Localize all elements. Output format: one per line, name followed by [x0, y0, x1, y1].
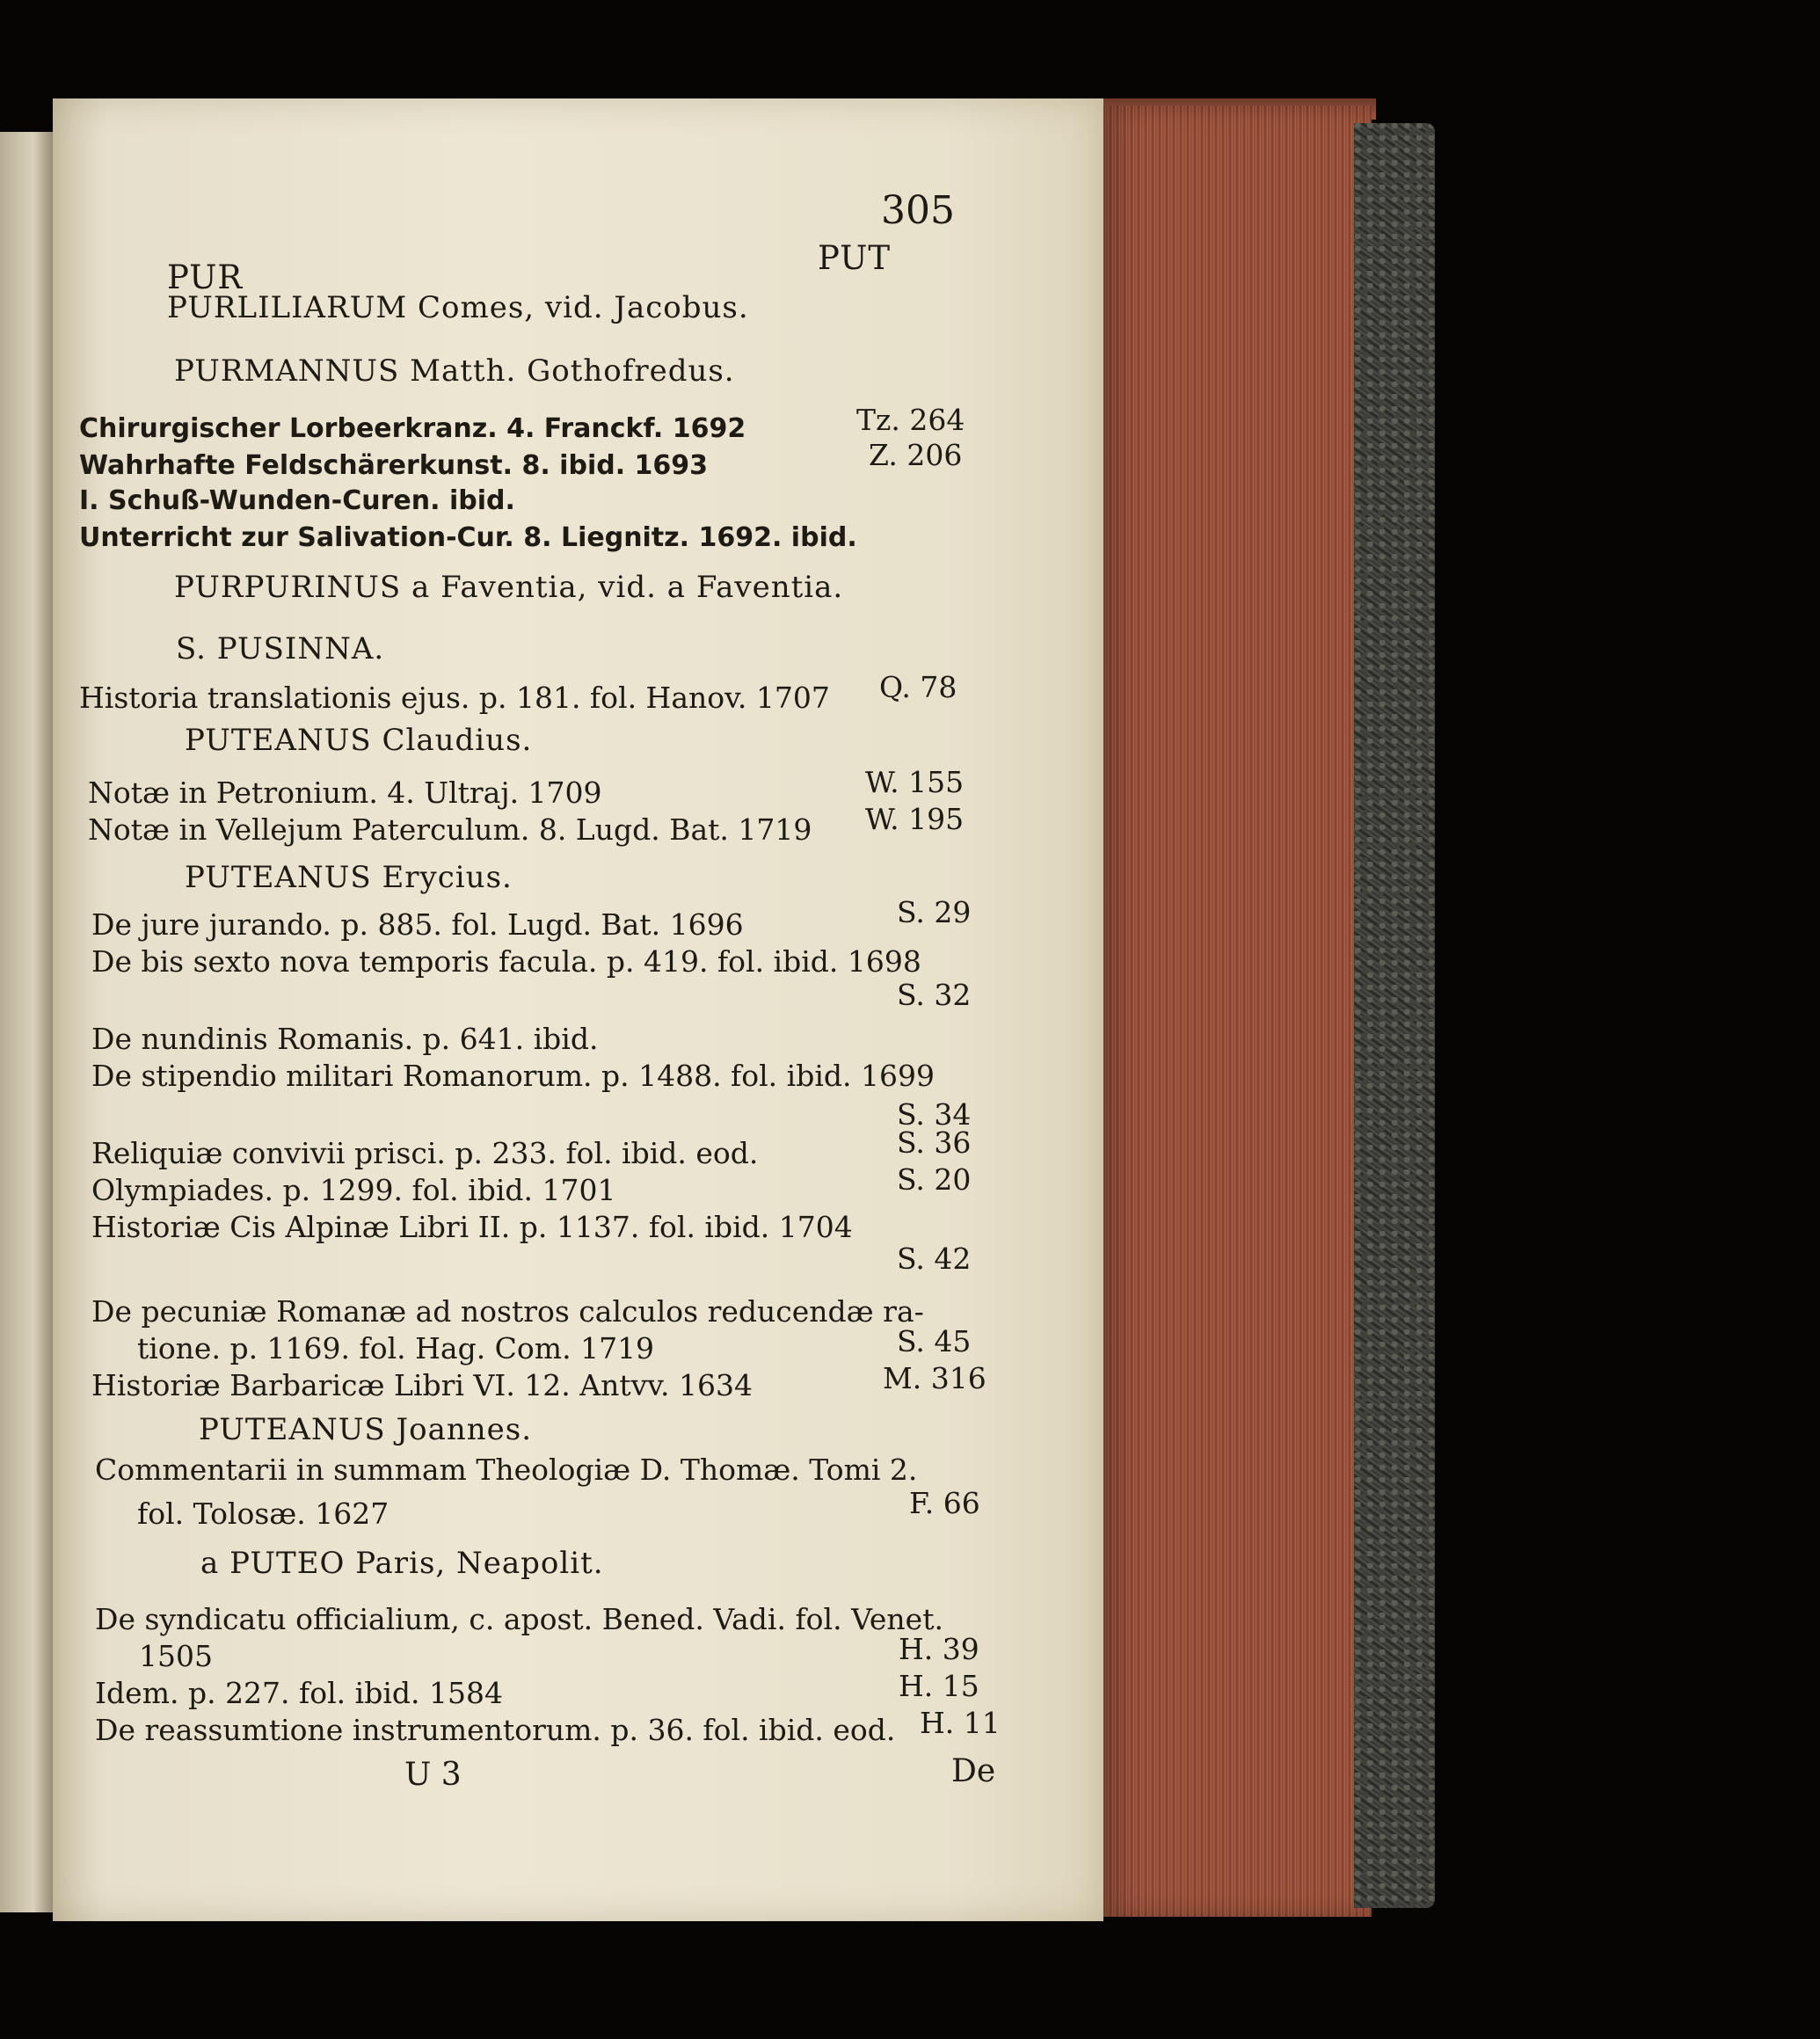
entry-line: Wahrhafte Feldschärerkunst. 8. ibid. 1693	[79, 450, 709, 481]
entry-heading: PURLILIARUM Comes, vid. Jacobus.	[167, 290, 749, 325]
entry-heading: PUTEANUS Joannes.	[199, 1412, 533, 1447]
shelf-mark: H. 39	[899, 1632, 979, 1666]
book-page	[53, 98, 1103, 1921]
shelf-mark: H. 11	[920, 1706, 1001, 1740]
shelf-mark: H. 15	[899, 1669, 979, 1703]
entry-line: De bis sexto nova temporis facula. p. 419. fol. ibid. 1698	[91, 944, 921, 979]
shelf-mark: S. 36	[897, 1125, 972, 1160]
shelf-mark: S. 29	[897, 895, 972, 929]
entry-line: De reassumtione instrumentorum. p. 36. fol. ibid. eod.	[95, 1713, 896, 1747]
marbled-cover	[1354, 123, 1435, 1908]
entry-heading: a PUTEO Paris, Neapolit.	[200, 1546, 604, 1581]
entry-line: Chirurgischer Lorbeerkranz. 4. Franckf. 1692	[79, 413, 746, 444]
entry-line: Historia translationis ejus. p. 181. fol. Hanov. 1707	[79, 681, 830, 715]
shelf-mark: Tz. 264	[856, 403, 965, 437]
entry-line: De stipendio militari Romanorum. p. 1488. fol. ibid. 1699	[91, 1059, 935, 1093]
shelf-mark: S. 45	[897, 1324, 972, 1358]
entry-line: I. Schuß-Wunden-Curen. ibid.	[79, 485, 515, 516]
entry-heading: PURMANNUS Matth. Gothofredus.	[174, 353, 735, 389]
shelf-mark: S. 42	[897, 1242, 972, 1276]
entry-line: tione. p. 1169. fol. Hag. Com. 1719	[137, 1331, 655, 1365]
signature-mark: U 3	[404, 1757, 462, 1793]
entry-line: fol. Tolosæ. 1627	[137, 1496, 389, 1531]
entry-heading: S. PUSINNA.	[176, 631, 385, 666]
page-fore-edge	[1099, 106, 1372, 1917]
shelf-mark: S. 34	[897, 1097, 972, 1132]
entry-line: De jure jurando. p. 885. fol. Lugd. Bat. 1696	[91, 907, 744, 942]
shelf-mark: M. 316	[883, 1361, 986, 1395]
entry-heading: PURPURINUS a Faventia, vid. a Faventia.	[174, 570, 844, 605]
entry-heading: PUTEANUS Claudius.	[185, 723, 533, 758]
page-number: 305	[881, 188, 955, 233]
header-left: PUR	[167, 259, 244, 296]
entry-line: De nundinis Romanis. p. 641. ibid.	[91, 1022, 599, 1056]
shelf-mark: W. 155	[865, 765, 965, 799]
entry-line: Notæ in Petronium. 4. Ultraj. 1709	[88, 776, 602, 810]
entry-line: Historiæ Cis Alpinæ Libri II. p. 1137. fol. ibid. 1704	[91, 1210, 853, 1244]
shelf-mark: Q. 78	[879, 670, 957, 704]
shelf-mark: W. 195	[865, 802, 965, 836]
catchword: De	[951, 1753, 996, 1789]
entry-line: De pecuniæ Romanæ ad nostros calculos reducendæ ra-	[91, 1294, 924, 1329]
shelf-mark: S. 32	[897, 978, 972, 1012]
shelf-mark: F. 66	[909, 1486, 980, 1520]
entry-line: Idem. p. 227. fol. ibid. 1584	[95, 1676, 503, 1710]
entry-line: 1505	[139, 1639, 213, 1673]
entry-line: Notæ in Vellejum Paterculum. 8. Lugd. Bat. 1719	[88, 812, 812, 847]
entry-line: Commentarii in summam Theologiæ D. Thomæ. Tomi 2.	[95, 1453, 918, 1487]
header-right: PUT	[818, 239, 892, 277]
entry-line: De syndicatu officialium, c. apost. Bened. Vadi. fol. Venet.	[95, 1602, 943, 1636]
entry-line: Olympiades. p. 1299. fol. ibid. 1701	[91, 1173, 616, 1207]
entry-line: Reliquiæ convivii prisci. p. 233. fol. ibid. eod.	[91, 1136, 759, 1170]
entry-line: Historiæ Barbaricæ Libri VI. 12. Antvv. 1634	[91, 1368, 753, 1402]
entry-heading: PUTEANUS Erycius.	[185, 860, 513, 895]
shelf-mark: Z. 206	[869, 438, 963, 472]
entry-line: Unterricht zur Salivation-Cur. 8. Liegnitz. 1692. ibid.	[79, 522, 857, 553]
shelf-mark: S. 20	[897, 1162, 972, 1197]
